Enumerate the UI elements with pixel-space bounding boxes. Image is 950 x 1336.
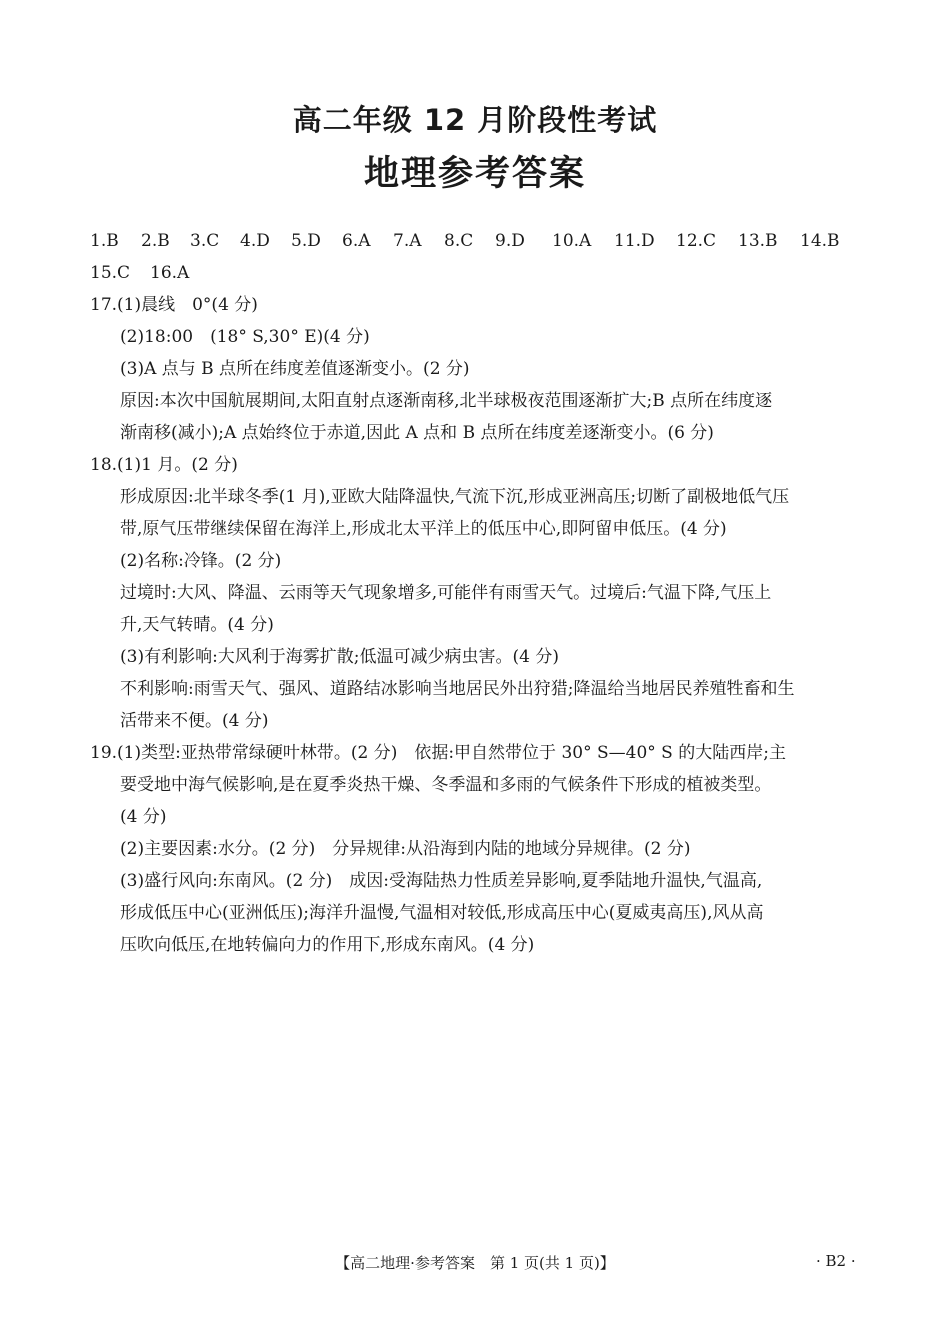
q19-part1-line2: 要受地中海气候影响,是在夏季炎热干燥、冬季温和多雨的气候条件下形成的植被类型。 [120,775,772,795]
q17-part3: (3)A 点与 B 点所在纬度差值逐渐变小。(2 分) [120,359,470,379]
q18-part3: (3)有利影响:大风利于海雾扩散;低温可减少病虫害。(4 分) [120,647,560,667]
mc-answer: 9.D [495,231,525,251]
mc-answer: 7.A [393,231,422,251]
mc-answer: 8.C [444,231,474,251]
mc-answer: 16.A [150,263,190,283]
q19-part1-line3: (4 分) [120,807,167,827]
q19-part3-line2: 形成低压中心(亚洲低压);海洋升温慢,气温相对较低,形成高压中心(夏威夷高压),风从高 [120,903,764,923]
mc-answer: 10.A [552,231,592,251]
mc-answer: 13.B [738,231,778,251]
q18-cause-line2: 带,原气压带继续保留在海洋上,形成北太平洋上的低压中心,即阿留申低压。(4 分) [120,519,727,539]
q17-part2: (2)18:00 (18° S,30° E)(4 分) [120,327,370,347]
q18-part1: 18.(1)1 月。(2 分) [90,455,238,475]
q18-impact-line2: 活带来不便。(4 分) [120,711,269,731]
page-footer: 【高二地理·参考答案 第 1 页(共 1 页)】 [335,1254,615,1272]
mc-answer: 14.B [800,231,840,251]
q18-part2: (2)名称:冷锋。(2 分) [120,551,282,571]
q18-weather-line1: 过境时:大风、降温、云雨等天气现象增多,可能伴有雨雪天气。过境后:气温下降,气压上 [120,583,772,603]
q19-part3-line1: (3)盛行风向:东南风。(2 分) 成因:受海陆热力性质差异影响,夏季陆地升温快,气温高, [120,871,763,891]
answer-key-title: 地理参考答案 [363,154,586,194]
mc-answer: 2.B [141,231,170,251]
mc-answer: 12.C [676,231,717,251]
mc-answer: 1.B [90,231,119,251]
exam-title: 高二年级 12 月阶段性考试 [292,103,658,137]
q19-part1-line1: 19.(1)类型:亚热带常绿硬叶林带。(2 分) 依据:甲自然带位于 30° S—40° S 的大陆西岸;主 [90,743,786,763]
q18-cause-line1: 形成原因:北半球冬季(1 月),亚欧大陆降温快,气流下沉,形成亚洲高压;切断了副极地低气压 [120,487,790,507]
q19-part3-line3: 压吹向低压,在地转偏向力的作用下,形成东南风。(4 分) [120,935,535,955]
mc-answer: 4.D [240,231,270,251]
mc-answer: 6.A [342,231,371,251]
q17-part1: 17.(1)晨线 0°(4 分) [90,295,258,315]
q19-part2: (2)主要因素:水分。(2 分) 分异规律:从沿海到内陆的地域分异规律。(2 分) [120,839,691,859]
page-code: · B2 · [816,1252,856,1270]
q17-reason-line2: 渐南移(减小);A 点始终位于赤道,因此 A 点和 B 点所在纬度差逐渐变小。(6 分) [120,423,714,443]
q17-reason-line1: 原因:本次中国航展期间,太阳直射点逐渐南移,北半球极夜范围逐渐扩大;B 点所在纬度逐 [120,391,773,411]
q18-weather-line2: 升,天气转晴。(4 分) [120,615,274,635]
mc-answer: 15.C [90,263,131,283]
mc-answer: 5.D [291,231,321,251]
mc-answer: 3.C [190,231,220,251]
mc-answer: 11.D [614,231,655,251]
q18-impact-line1: 不利影响:雨雪天气、强风、道路结冰影响当地居民外出狩猎;降温给当地居民养殖牲畜和生 [120,679,795,699]
